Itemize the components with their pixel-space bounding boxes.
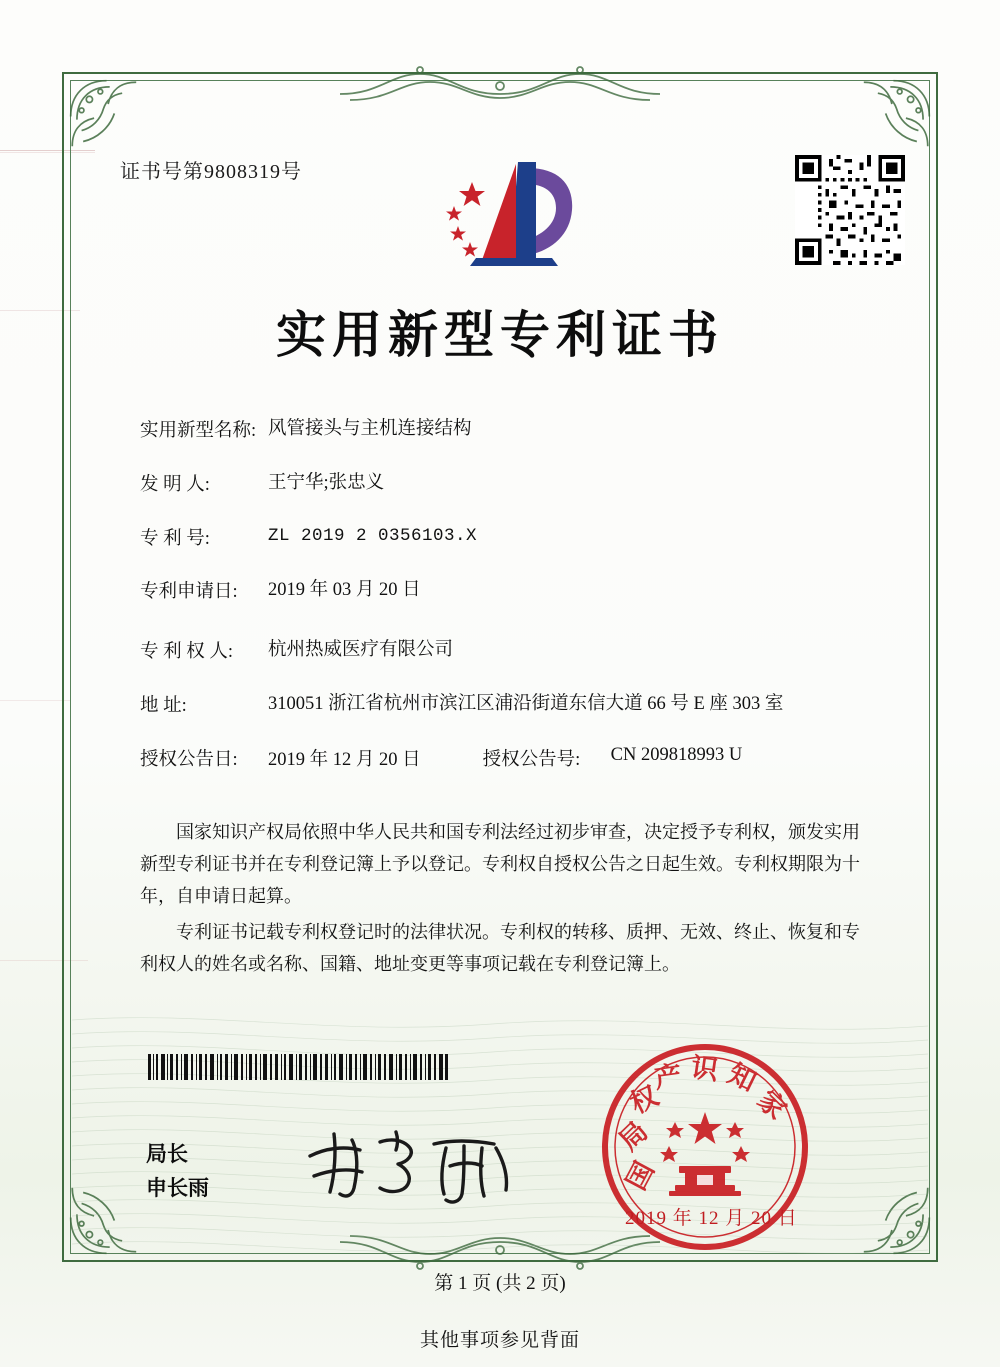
field-row-inventor [140,470,860,497]
corner-ornament-icon [66,76,144,154]
svg-text:知: 知 [723,1058,761,1098]
patent-fields [140,416,860,798]
qr-code [795,155,905,265]
field-value: 风管接头与主机连接结构 [268,419,472,439]
field-row-name [140,416,860,443]
field-value: ZL 2019 2 0356103.X [268,525,478,546]
field-value-grant-number: CN 209818993 U [610,745,743,766]
svg-text:家: 家 [751,1084,793,1126]
signature-name: 申长雨 [146,1175,209,1200]
field-row-patent-number [140,524,860,550]
field-value-grant-date: 2019 年 12 月 20 日 [268,750,421,771]
field-label: 地 址: [140,696,187,717]
field-label-grant-number: 授权公告号: [482,750,581,771]
seal-date: 2019 年 12 月 20 日 [625,1208,798,1229]
signature-block [146,1138,209,1205]
field-label: 专 利 权 人: [140,642,234,663]
corner-ornament-icon [66,1180,144,1258]
field-value: 310051 浙江省杭州市滨江区浦沿街道东信大道 66 号 E 座 303 室 [268,694,784,715]
field-label: 专利申请日: [140,581,238,602]
field-label: 发 明 人: [140,474,210,495]
page-title: 实用新型专利证书 [276,305,724,364]
certificate-number: 证书号第9808319号 [120,161,302,183]
handwritten-signature [300,1118,530,1208]
field-label: 实用新型名称: [140,421,257,441]
svg-text:权: 权 [625,1080,663,1120]
barcode [148,1054,448,1080]
field-value: 2019 年 03 月 20 日 [268,579,421,600]
field-row-address [140,691,860,718]
field-row-patentee [140,637,860,664]
paragraph-1: 国家知识产权局依照中华人民共和国专利法经过初步审查，决定授予专利权，颁发实用新型专利证书并在专利登记簿上予以登记。专利权自授权公告之日起生效。专利权期限为十年，自申请日起算。 [140,822,860,907]
field-row-application-date [140,577,860,604]
field-value: 杭州热威医疗有限公司 [268,640,454,661]
svg-text:识: 识 [689,1052,721,1086]
field-label-grant-date: 授权公告日: [140,750,238,771]
footnote: 其他事项参见背面 [419,1330,580,1351]
cnipa-logo-icon [432,148,592,278]
scan-artifact [0,700,70,701]
field-value: 王宁华;张忠义 [268,472,385,493]
svg-text:局: 局 [613,1115,654,1157]
signature-title: 局长 [146,1142,188,1166]
top-edge-ornament-icon [330,64,670,104]
svg-text:国: 国 [620,1156,660,1195]
field-row-grant [140,745,860,771]
paragraph-2: 专利证书记载专利权登记时的法律状况。专利权的转移、质押、无效、终止、恢复和专利权人的姓名或名称、国籍、地址变更等事项记载在专利登记簿上。 [140,922,860,975]
legal-text [140,816,860,984]
corner-ornament-icon [856,1180,934,1258]
svg-text:产: 产 [652,1060,684,1094]
field-label: 专 利 号: [140,528,210,549]
corner-ornament-icon [856,76,934,154]
page-indicator: 第 1 页 (共 2 页) [434,1273,566,1294]
